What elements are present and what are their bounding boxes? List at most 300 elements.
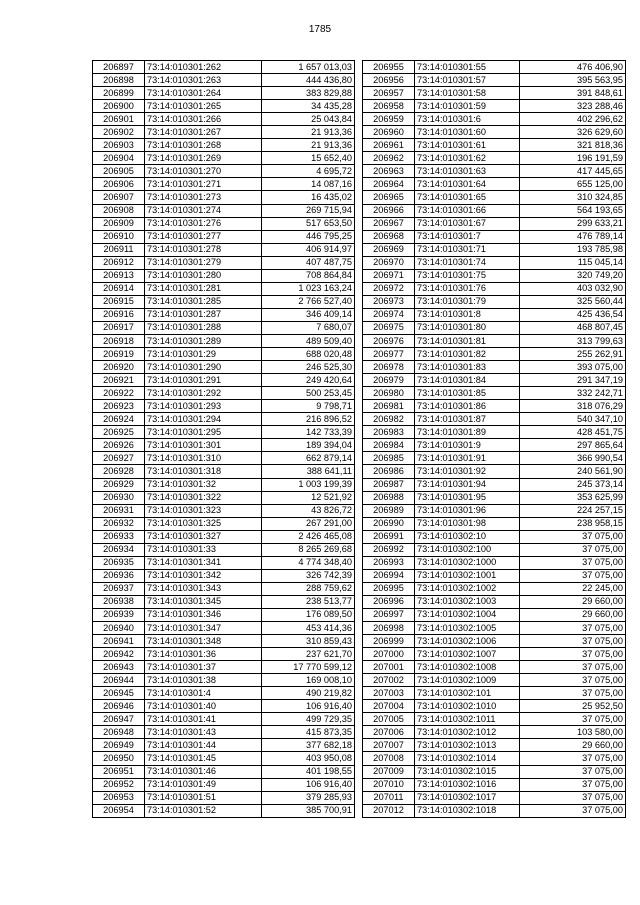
record-number-cell: 206976 <box>363 334 415 347</box>
cadastral-number-cell: 73:14:010302:1002 <box>415 582 520 595</box>
value-cell: 1 023 163,24 <box>262 282 355 295</box>
value-cell: 383 829,88 <box>262 87 355 100</box>
value-cell: 237 621,70 <box>262 648 355 661</box>
cadastral-number-cell: 73:14:010301:95 <box>415 491 520 504</box>
record-number-cell: 206966 <box>363 204 415 217</box>
cadastral-number-cell: 73:14:010301:29 <box>145 348 262 361</box>
record-number-cell: 206975 <box>363 321 415 334</box>
value-cell: 468 807,45 <box>520 321 626 334</box>
value-cell: 662 879,14 <box>262 452 355 465</box>
record-number-cell: 207005 <box>363 713 415 726</box>
record-number-cell: 207011 <box>363 791 415 804</box>
record-number-cell: 206930 <box>93 491 145 504</box>
value-cell: 1 657 013,03 <box>262 61 355 74</box>
cadastral-number-cell: 73:14:010301:343 <box>145 582 262 595</box>
value-cell: 189 394,04 <box>262 439 355 452</box>
table-row <box>363 726 626 739</box>
record-number-cell: 206907 <box>93 191 145 204</box>
record-number-cell: 206934 <box>93 543 145 556</box>
value-cell: 377 682,18 <box>262 739 355 752</box>
value-cell: 385 700,91 <box>262 804 355 817</box>
cadastral-number-cell: 73:14:010301:281 <box>145 282 262 295</box>
value-cell: 103 580,00 <box>520 726 626 739</box>
record-number-cell: 206981 <box>363 400 415 413</box>
record-number-cell: 206994 <box>363 569 415 582</box>
cadastral-number-cell: 73:14:010301:289 <box>145 334 262 347</box>
cadastral-number-cell: 73:14:010301:293 <box>145 400 262 413</box>
value-cell: 402 296,62 <box>520 113 626 126</box>
table-row <box>363 374 626 387</box>
value-cell: 388 641,11 <box>262 465 355 478</box>
table-row <box>363 126 626 139</box>
record-number-cell: 206989 <box>363 504 415 517</box>
record-number-cell: 206950 <box>93 752 145 765</box>
cadastral-number-cell: 73:14:010301:76 <box>415 282 520 295</box>
record-number-cell: 206958 <box>363 100 415 113</box>
cadastral-number-cell: 73:14:010301:83 <box>415 361 520 374</box>
table-row <box>93 426 355 439</box>
table-row <box>93 243 355 256</box>
table-row <box>93 622 355 635</box>
page-number: 1785 <box>308 24 332 35</box>
record-number-cell: 206924 <box>93 413 145 426</box>
table-row <box>93 582 355 595</box>
value-cell: 446 795,25 <box>262 230 355 243</box>
table-row <box>93 400 355 413</box>
cadastral-number-cell: 73:14:010302:1013 <box>415 739 520 752</box>
cadastral-number-cell: 73:14:010301:96 <box>415 504 520 517</box>
table-row <box>363 608 626 621</box>
right-register-table <box>362 60 626 818</box>
table-row <box>93 648 355 661</box>
record-number-cell: 206951 <box>93 765 145 778</box>
record-number-cell: 206987 <box>363 478 415 491</box>
table-row <box>363 348 626 361</box>
cadastral-number-cell: 73:14:010302:101 <box>415 687 520 700</box>
table-row <box>93 700 355 713</box>
cadastral-number-cell: 73:14:010301:52 <box>145 804 262 817</box>
table-row <box>93 752 355 765</box>
table-row <box>363 74 626 87</box>
cadastral-number-cell: 73:14:010301:276 <box>145 217 262 230</box>
cadastral-number-cell: 73:14:010301:291 <box>145 374 262 387</box>
record-number-cell: 206944 <box>93 674 145 687</box>
record-number-cell: 206912 <box>93 256 145 269</box>
table-row <box>93 348 355 361</box>
table-row <box>93 504 355 517</box>
table-row <box>363 700 626 713</box>
cadastral-number-cell: 73:14:010302:1007 <box>415 648 520 661</box>
table-row <box>93 269 355 282</box>
cadastral-number-cell: 73:14:010302:1018 <box>415 804 520 817</box>
table-row <box>93 374 355 387</box>
cadastral-number-cell: 73:14:010301:84 <box>415 374 520 387</box>
cadastral-number-cell: 73:14:010301:277 <box>145 230 262 243</box>
record-number-cell: 206973 <box>363 295 415 308</box>
value-cell: 2 766 527,40 <box>262 295 355 308</box>
table-row <box>363 530 626 543</box>
value-cell: 540 347,10 <box>520 413 626 426</box>
table-row <box>363 661 626 674</box>
table-row <box>363 804 626 817</box>
value-cell: 332 242,71 <box>520 387 626 400</box>
value-cell: 655 125,00 <box>520 178 626 191</box>
record-number-cell: 206926 <box>93 439 145 452</box>
record-number-cell: 206909 <box>93 217 145 230</box>
value-cell: 428 451,75 <box>520 426 626 439</box>
value-cell: 37 075,00 <box>520 791 626 804</box>
record-number-cell: 206955 <box>363 61 415 74</box>
table-row <box>363 595 626 608</box>
table-row <box>363 217 626 230</box>
cadastral-number-cell: 73:14:010301:327 <box>145 530 262 543</box>
record-number-cell: 206902 <box>93 126 145 139</box>
record-number-cell: 206957 <box>363 87 415 100</box>
value-cell: 346 409,14 <box>262 308 355 321</box>
table-row <box>93 295 355 308</box>
table-row <box>363 400 626 413</box>
record-number-cell: 206933 <box>93 530 145 543</box>
record-number-cell: 206914 <box>93 282 145 295</box>
record-number-cell: 206947 <box>93 713 145 726</box>
value-cell: 476 789,14 <box>520 230 626 243</box>
cadastral-number-cell: 73:14:010301:91 <box>415 452 520 465</box>
cadastral-number-cell: 73:14:010301:278 <box>145 243 262 256</box>
record-number-cell: 206923 <box>93 400 145 413</box>
record-number-cell: 207012 <box>363 804 415 817</box>
cadastral-number-cell: 73:14:010301:263 <box>145 74 262 87</box>
record-number-cell: 206965 <box>363 191 415 204</box>
record-number-cell: 206932 <box>93 517 145 530</box>
cadastral-number-cell: 73:14:010301:325 <box>145 517 262 530</box>
cadastral-number-cell: 73:14:010301:265 <box>145 100 262 113</box>
record-number-cell: 206985 <box>363 452 415 465</box>
cadastral-number-cell: 73:14:010301:62 <box>415 152 520 165</box>
record-number-cell: 206922 <box>93 387 145 400</box>
record-number-cell: 206988 <box>363 491 415 504</box>
record-number-cell: 207009 <box>363 765 415 778</box>
value-cell: 12 521,92 <box>262 491 355 504</box>
record-number-cell: 206960 <box>363 126 415 139</box>
right-table-body <box>363 61 626 818</box>
record-number-cell: 207001 <box>363 661 415 674</box>
cadastral-number-cell: 73:14:010301:262 <box>145 61 262 74</box>
table-row <box>93 687 355 700</box>
value-cell: 29 660,00 <box>520 595 626 608</box>
table-row <box>93 556 355 569</box>
left-table-body <box>93 61 355 818</box>
record-number-cell: 206904 <box>93 152 145 165</box>
record-number-cell: 206993 <box>363 556 415 569</box>
value-cell: 21 913,36 <box>262 126 355 139</box>
record-number-cell: 206953 <box>93 791 145 804</box>
table-row <box>363 635 626 648</box>
table-row <box>93 608 355 621</box>
value-cell: 43 826,72 <box>262 504 355 517</box>
value-cell: 321 818,36 <box>520 139 626 152</box>
cadastral-number-cell: 73:14:010301:318 <box>145 465 262 478</box>
value-cell: 22 245,00 <box>520 582 626 595</box>
value-cell: 106 916,40 <box>262 700 355 713</box>
record-number-cell: 206961 <box>363 139 415 152</box>
record-number-cell: 206901 <box>93 113 145 126</box>
cadastral-number-cell: 73:14:010301:79 <box>415 295 520 308</box>
value-cell: 115 045,14 <box>520 256 626 269</box>
record-number-cell: 206971 <box>363 269 415 282</box>
cadastral-number-cell: 73:14:010301:46 <box>145 765 262 778</box>
value-cell: 7 680,07 <box>262 321 355 334</box>
cadastral-number-cell: 73:14:010301:7 <box>415 230 520 243</box>
record-number-cell: 206908 <box>93 204 145 217</box>
cadastral-number-cell: 73:14:010301:89 <box>415 426 520 439</box>
cadastral-number-cell: 73:14:010302:100 <box>415 543 520 556</box>
record-number-cell: 206943 <box>93 661 145 674</box>
cadastral-number-cell: 73:14:010302:1016 <box>415 778 520 791</box>
record-number-cell: 206984 <box>363 439 415 452</box>
cadastral-number-cell: 73:14:010301:57 <box>415 74 520 87</box>
cadastral-number-cell: 73:14:010301:87 <box>415 413 520 426</box>
table-row <box>93 74 355 87</box>
value-cell: 37 075,00 <box>520 648 626 661</box>
record-number-cell: 206917 <box>93 321 145 334</box>
value-cell: 320 749,20 <box>520 269 626 282</box>
value-cell: 415 873,35 <box>262 726 355 739</box>
cadastral-number-cell: 73:14:010302:1015 <box>415 765 520 778</box>
record-number-cell: 206978 <box>363 361 415 374</box>
table-row <box>363 295 626 308</box>
record-number-cell: 206941 <box>93 635 145 648</box>
record-number-cell: 206903 <box>93 139 145 152</box>
cadastral-number-cell: 73:14:010301:59 <box>415 100 520 113</box>
cadastral-number-cell: 73:14:010301:44 <box>145 739 262 752</box>
value-cell: 37 075,00 <box>520 635 626 648</box>
value-cell: 401 198,55 <box>262 765 355 778</box>
value-cell: 37 075,00 <box>520 752 626 765</box>
table-row <box>93 674 355 687</box>
value-cell: 15 652,40 <box>262 152 355 165</box>
cadastral-number-cell: 73:14:010301:292 <box>145 387 262 400</box>
value-cell: 269 715,94 <box>262 204 355 217</box>
cadastral-number-cell: 73:14:010301:71 <box>415 243 520 256</box>
record-number-cell: 206995 <box>363 582 415 595</box>
record-number-cell: 206992 <box>363 543 415 556</box>
value-cell: 29 660,00 <box>520 608 626 621</box>
record-number-cell: 206969 <box>363 243 415 256</box>
table-row <box>93 217 355 230</box>
cadastral-number-cell: 73:14:010301:6 <box>415 113 520 126</box>
cadastral-number-cell: 73:14:010301:274 <box>145 204 262 217</box>
value-cell: 224 257,15 <box>520 504 626 517</box>
value-cell: 37 075,00 <box>520 530 626 543</box>
value-cell: 2 426 465,08 <box>262 530 355 543</box>
record-number-cell: 206938 <box>93 595 145 608</box>
cadastral-number-cell: 73:14:010301:63 <box>415 165 520 178</box>
table-row <box>363 178 626 191</box>
record-number-cell: 206919 <box>93 348 145 361</box>
table-row <box>363 582 626 595</box>
value-cell: 489 509,40 <box>262 334 355 347</box>
record-number-cell: 206916 <box>93 308 145 321</box>
value-cell: 37 075,00 <box>520 674 626 687</box>
record-number-cell: 206937 <box>93 582 145 595</box>
record-number-cell: 206949 <box>93 739 145 752</box>
cadastral-number-cell: 73:14:010301:347 <box>145 622 262 635</box>
value-cell: 417 445,65 <box>520 165 626 178</box>
value-cell: 406 914,97 <box>262 243 355 256</box>
record-number-cell: 206945 <box>93 687 145 700</box>
cadastral-number-cell: 73:14:010301:290 <box>145 361 262 374</box>
cadastral-number-cell: 73:14:010301:85 <box>415 387 520 400</box>
cadastral-number-cell: 73:14:010301:322 <box>145 491 262 504</box>
value-cell: 476 406,90 <box>520 61 626 74</box>
table-row <box>93 100 355 113</box>
table-row <box>93 256 355 269</box>
value-cell: 21 913,36 <box>262 139 355 152</box>
record-number-cell: 206929 <box>93 478 145 491</box>
record-number-cell: 206983 <box>363 426 415 439</box>
value-cell: 323 288,46 <box>520 100 626 113</box>
value-cell: 353 625,99 <box>520 491 626 504</box>
value-cell: 8 265 269,68 <box>262 543 355 556</box>
cadastral-number-cell: 73:14:010301:41 <box>145 713 262 726</box>
cadastral-number-cell: 73:14:010301:60 <box>415 126 520 139</box>
table-row <box>93 139 355 152</box>
table-row <box>363 61 626 74</box>
cadastral-number-cell: 73:14:010301:8 <box>415 308 520 321</box>
cadastral-number-cell: 73:14:010301:65 <box>415 191 520 204</box>
record-number-cell: 206968 <box>363 230 415 243</box>
record-number-cell: 206935 <box>93 556 145 569</box>
cadastral-number-cell: 73:14:010302:1010 <box>415 700 520 713</box>
record-number-cell: 206942 <box>93 648 145 661</box>
cadastral-number-cell: 73:14:010301:51 <box>145 791 262 804</box>
cadastral-number-cell: 73:14:010301:341 <box>145 556 262 569</box>
value-cell: 142 733,39 <box>262 426 355 439</box>
value-cell: 499 729,35 <box>262 713 355 726</box>
table-row <box>363 113 626 126</box>
value-cell: 37 075,00 <box>520 556 626 569</box>
table-row <box>363 713 626 726</box>
table-row <box>363 256 626 269</box>
cadastral-number-cell: 73:14:010301:64 <box>415 178 520 191</box>
table-row <box>93 387 355 400</box>
record-number-cell: 206927 <box>93 452 145 465</box>
table-row <box>363 491 626 504</box>
value-cell: 564 193,65 <box>520 204 626 217</box>
table-row <box>363 778 626 791</box>
cadastral-number-cell: 73:14:010301:58 <box>415 87 520 100</box>
value-cell: 299 633,21 <box>520 217 626 230</box>
record-number-cell: 206999 <box>363 635 415 648</box>
value-cell: 246 525,30 <box>262 361 355 374</box>
table-row <box>363 648 626 661</box>
cadastral-number-cell: 73:14:010301:348 <box>145 635 262 648</box>
cadastral-number-cell: 73:14:010302:1005 <box>415 622 520 635</box>
value-cell: 37 075,00 <box>520 687 626 700</box>
table-row <box>363 308 626 321</box>
value-cell: 403 950,08 <box>262 752 355 765</box>
cadastral-number-cell: 73:14:010301:273 <box>145 191 262 204</box>
record-number-cell: 206982 <box>363 413 415 426</box>
record-number-cell: 206986 <box>363 465 415 478</box>
value-cell: 326 629,60 <box>520 126 626 139</box>
cadastral-number-cell: 73:14:010301:81 <box>415 334 520 347</box>
table-row <box>93 204 355 217</box>
cadastral-number-cell: 73:14:010301:264 <box>145 87 262 100</box>
record-number-cell: 206990 <box>363 517 415 530</box>
table-row <box>363 439 626 452</box>
table-row <box>93 569 355 582</box>
value-cell: 403 032,90 <box>520 282 626 295</box>
value-cell: 393 075,00 <box>520 361 626 374</box>
value-cell: 255 262,91 <box>520 348 626 361</box>
cadastral-number-cell: 73:14:010301:285 <box>145 295 262 308</box>
table-row <box>363 387 626 400</box>
cadastral-number-cell: 73:14:010302:1014 <box>415 752 520 765</box>
cadastral-number-cell: 73:14:010301:45 <box>145 752 262 765</box>
cadastral-number-cell: 73:14:010301:295 <box>145 426 262 439</box>
table-row <box>93 61 355 74</box>
cadastral-number-cell: 73:14:010302:1017 <box>415 791 520 804</box>
cadastral-number-cell: 73:14:010301:75 <box>415 269 520 282</box>
cadastral-number-cell: 73:14:010301:346 <box>145 608 262 621</box>
value-cell: 238 958,15 <box>520 517 626 530</box>
value-cell: 325 560,44 <box>520 295 626 308</box>
table-row <box>363 361 626 374</box>
record-number-cell: 206939 <box>93 608 145 621</box>
table-row <box>93 308 355 321</box>
table-row <box>363 321 626 334</box>
table-row <box>363 543 626 556</box>
table-row <box>363 674 626 687</box>
table-row <box>363 739 626 752</box>
value-cell: 37 075,00 <box>520 622 626 635</box>
cadastral-number-cell: 73:14:010302:1011 <box>415 713 520 726</box>
record-number-cell: 206952 <box>93 778 145 791</box>
value-cell: 425 436,54 <box>520 308 626 321</box>
table-row <box>93 282 355 295</box>
record-number-cell: 206972 <box>363 282 415 295</box>
cadastral-number-cell: 73:14:010301:66 <box>415 204 520 217</box>
table-row <box>93 413 355 426</box>
cadastral-number-cell: 73:14:010302:1000 <box>415 556 520 569</box>
table-row <box>363 426 626 439</box>
value-cell: 517 653,50 <box>262 217 355 230</box>
table-row <box>93 778 355 791</box>
table-row <box>93 739 355 752</box>
record-number-cell: 206998 <box>363 622 415 635</box>
record-number-cell: 206921 <box>93 374 145 387</box>
value-cell: 395 563,95 <box>520 74 626 87</box>
cadastral-number-cell: 73:14:010301:9 <box>415 439 520 452</box>
table-row <box>363 100 626 113</box>
record-number-cell: 206959 <box>363 113 415 126</box>
table-row <box>363 139 626 152</box>
record-number-cell: 206996 <box>363 595 415 608</box>
cadastral-number-cell: 73:14:010301:40 <box>145 700 262 713</box>
table-row <box>363 517 626 530</box>
value-cell: 291 347,19 <box>520 374 626 387</box>
cadastral-number-cell: 73:14:010302:1009 <box>415 674 520 687</box>
cadastral-number-cell: 73:14:010301:288 <box>145 321 262 334</box>
value-cell: 37 075,00 <box>520 804 626 817</box>
table-row <box>93 321 355 334</box>
record-number-cell: 206948 <box>93 726 145 739</box>
table-row <box>93 178 355 191</box>
value-cell: 310 859,43 <box>262 635 355 648</box>
table-row <box>93 191 355 204</box>
value-cell: 9 798,71 <box>262 400 355 413</box>
